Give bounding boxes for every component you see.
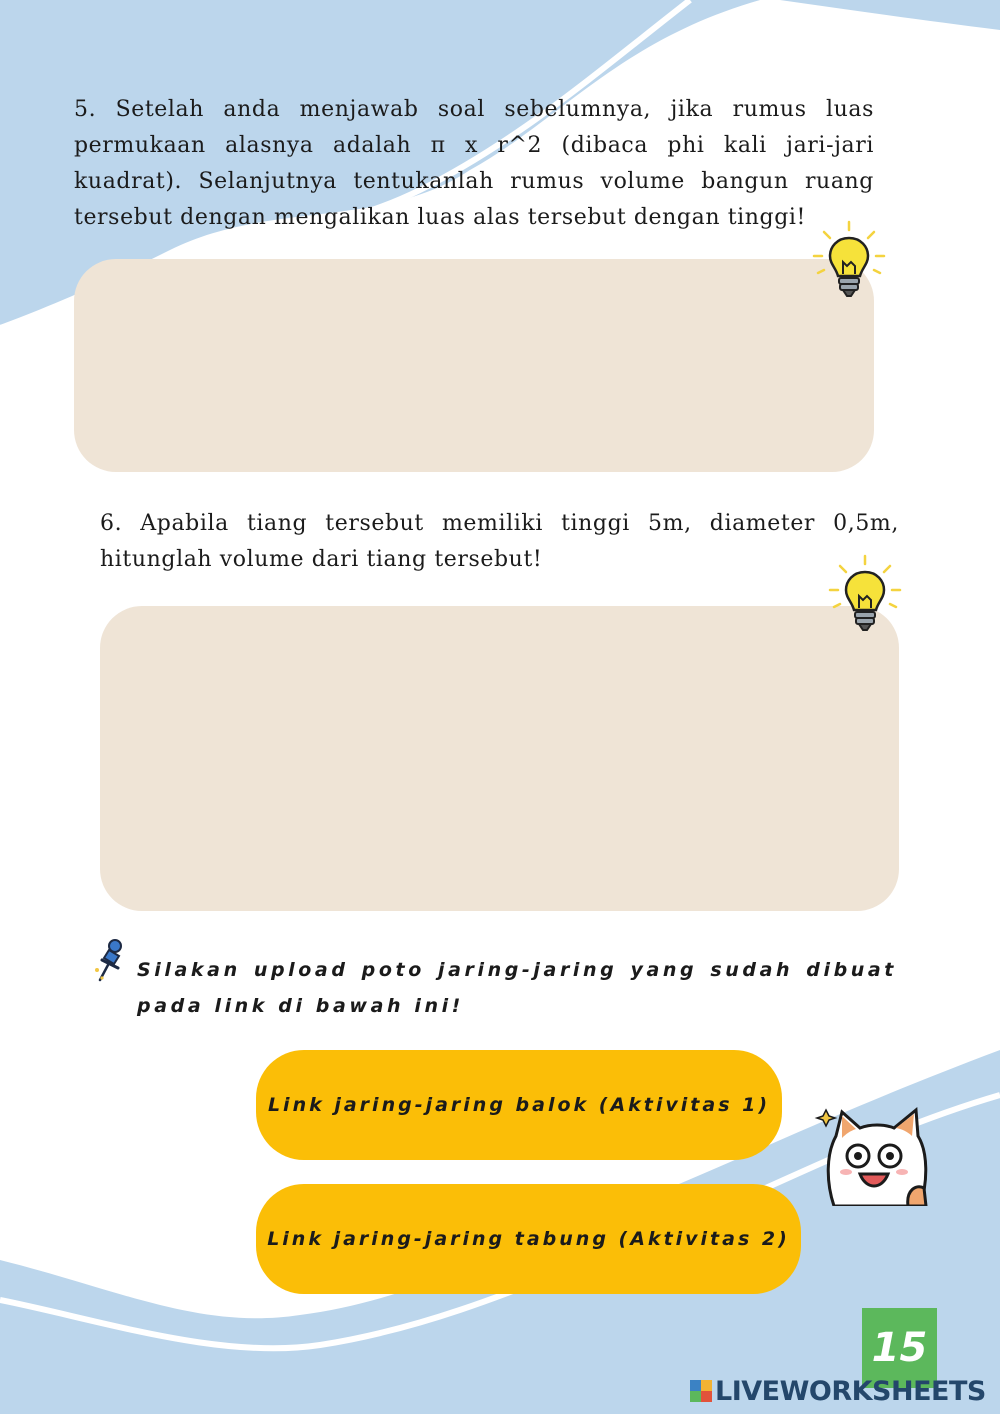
question-5-text: 5. Setelah anda menjawab soal sebelumnya, jika rumus luas permukaan alasnya adalah π x r^2 (dibaca phi kali jari-jari kuadrat). Selanjutnya tentukanlah rumus volume bangun ruang tersebut dengan mengalikan luas alas tersebut dengan tinggi! [74, 97, 874, 230]
liveworksheets-logo-icon [690, 1380, 712, 1402]
lightbulb-icon [810, 218, 888, 306]
upload-instruction: Silakan upload poto jaring-jaring yang sudah dibuat pada link di bawah ini! [137, 959, 897, 1017]
pushpin-icon [90, 938, 130, 984]
link-button-tabung[interactable]: Link jaring-jaring tabung (Aktivitas 2) [256, 1184, 801, 1294]
liveworksheets-brand[interactable] [690, 1373, 986, 1409]
answer-box-question-5[interactable] [74, 259, 874, 472]
cat-mascot-icon [812, 1102, 932, 1206]
question-6-text: 6. Apabila tiang tersebut memiliki tinggi 5m, diameter 0,5m, hitunglah volume dari tiang tersebut! [100, 511, 899, 572]
link-button-balok[interactable]: Link jaring-jaring balok (Aktivitas 1) [256, 1050, 782, 1160]
brand-name: LIVEWORKSHEETS [715, 1375, 986, 1407]
page-number: 15 [862, 1308, 937, 1388]
answer-box-question-6[interactable] [100, 606, 899, 911]
lightbulb-icon [826, 552, 904, 640]
